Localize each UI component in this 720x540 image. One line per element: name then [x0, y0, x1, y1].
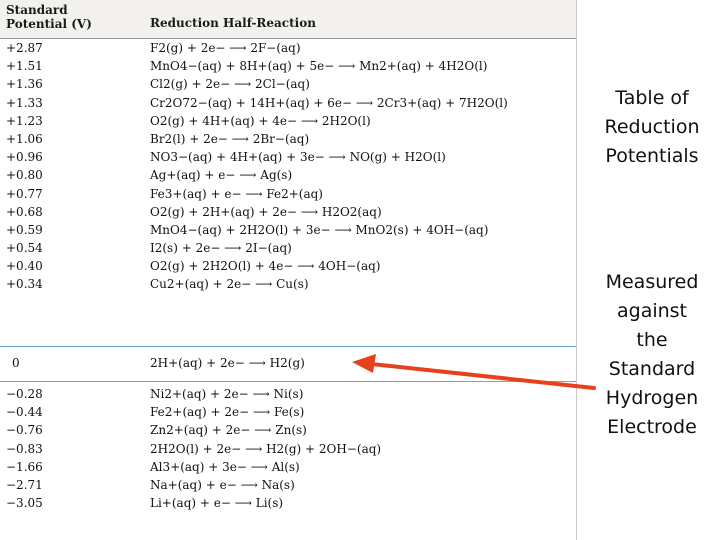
half-reaction: O2(g) + 4H+(aq) + 4e− ⟶ 2H2O(l)	[150, 113, 371, 128]
potential-column-header: Standard Potential (V)	[6, 3, 92, 31]
table-row	[0, 258, 576, 276]
potential-value: −2.71	[6, 477, 43, 492]
table-row	[0, 477, 576, 495]
half-reaction: Br2(l) + 2e− ⟶ 2Br−(aq)	[150, 131, 310, 146]
potential-value: +0.40	[6, 259, 43, 274]
table-row	[0, 459, 576, 477]
table-row	[0, 131, 576, 149]
she-annotation: Measured against the Standard Hydrogen Electrode	[605, 271, 699, 438]
table-row	[0, 222, 576, 240]
half-reaction: O2(g) + 2H+(aq) + 2e− ⟶ H2O2(aq)	[150, 204, 382, 219]
table-row	[0, 58, 576, 76]
half-reaction: I2(s) + 2e− ⟶ 2I−(aq)	[150, 241, 292, 256]
half-reaction: MnO4−(aq) + 8H+(aq) + 5e− ⟶ Mn2+(aq) + 4H2O(l)	[150, 59, 488, 74]
table-row	[0, 404, 576, 422]
table-row	[0, 276, 576, 294]
half-reaction: MnO4−(aq) + 2H2O(l) + 3e− ⟶ MnO2(s) + 4OH−(aq)	[150, 222, 489, 237]
half-reaction: Cl2(g) + 2e− ⟶ 2Cl−(aq)	[150, 77, 310, 92]
table-row	[0, 40, 576, 58]
potential-value: −0.44	[6, 405, 43, 420]
table-row	[0, 95, 576, 113]
half-reaction: Zn2+(aq) + 2e− ⟶ Zn(s)	[150, 423, 307, 438]
half-reaction: Ni2+(aq) + 2e− ⟶ Ni(s)	[150, 387, 304, 401]
half-reaction: O2(g) + 2H2O(l) + 4e− ⟶ 4OH−(aq)	[150, 259, 381, 274]
potential-value: −0.76	[6, 423, 43, 438]
half-reaction: 2H2O(l) + 2e− ⟶ H2(g) + 2OH−(aq)	[150, 441, 382, 456]
table-row	[0, 386, 576, 404]
table-row	[0, 240, 576, 258]
potential-value: +0.34	[6, 277, 43, 292]
half-reaction: Ag+(aq) + e− ⟶ Ag(s)	[150, 168, 293, 183]
table-row	[0, 76, 576, 94]
potential-value: +2.87	[6, 41, 43, 55]
potential-value: +0.80	[6, 168, 43, 183]
table-row	[0, 113, 576, 131]
potential-value: +1.33	[6, 95, 43, 110]
half-reaction: Fe3+(aq) + e− ⟶ Fe2+(aq)	[150, 186, 323, 201]
table-row	[0, 422, 576, 440]
half-reaction: Na+(aq) + e− ⟶ Na(s)	[150, 477, 295, 492]
positive-potential-rows	[0, 40, 576, 295]
half-reaction: Cr2O72−(aq) + 14H+(aq) + 6e− ⟶ 2Cr3+(aq) + 7H2O(l)	[150, 95, 508, 110]
table-row	[0, 186, 576, 204]
potential-value: −0.83	[6, 441, 43, 456]
table-row	[0, 495, 576, 513]
potential-value: +0.68	[6, 204, 43, 219]
table-row	[0, 441, 576, 459]
table-row	[0, 167, 576, 185]
half-reaction: Al3+(aq) + 3e− ⟶ Al(s)	[150, 459, 300, 474]
table-header	[0, 0, 576, 39]
slide-title: Table of Reduction Potentials	[604, 87, 700, 167]
table-row	[0, 149, 576, 167]
she-potential-value: 0	[12, 356, 20, 370]
standard-hydrogen-electrode-row	[0, 346, 576, 382]
half-reaction: F2(g) + 2e− ⟶ 2F−(aq)	[150, 41, 301, 55]
half-reaction: NO3−(aq) + 4H+(aq) + 3e− ⟶ NO(g) + H2O(l)	[150, 150, 446, 165]
reaction-column-header: Reduction Half-Reaction	[150, 16, 316, 30]
potential-value: +1.23	[6, 113, 43, 128]
she-half-reaction: 2H+(aq) + 2e− ⟶ H2(g)	[150, 356, 305, 370]
half-reaction: Cu2+(aq) + 2e− ⟶ Cu(s)	[150, 277, 309, 292]
potential-value: −0.28	[6, 387, 43, 401]
potential-value: −3.05	[6, 496, 43, 511]
potential-value: +0.96	[6, 150, 43, 165]
half-reaction: Fe2+(aq) + 2e− ⟶ Fe(s)	[150, 405, 305, 420]
potential-value: +1.51	[6, 59, 43, 74]
half-reaction: Li+(aq) + e− ⟶ Li(s)	[150, 496, 284, 511]
potential-value: +0.54	[6, 241, 43, 256]
potential-value: +0.59	[6, 222, 43, 237]
potential-value: −1.66	[6, 459, 43, 474]
potential-value: +0.77	[6, 186, 43, 201]
negative-potential-rows	[0, 386, 576, 513]
potential-value: +1.06	[6, 131, 43, 146]
potential-value: +1.36	[6, 77, 43, 92]
table-row	[0, 204, 576, 222]
